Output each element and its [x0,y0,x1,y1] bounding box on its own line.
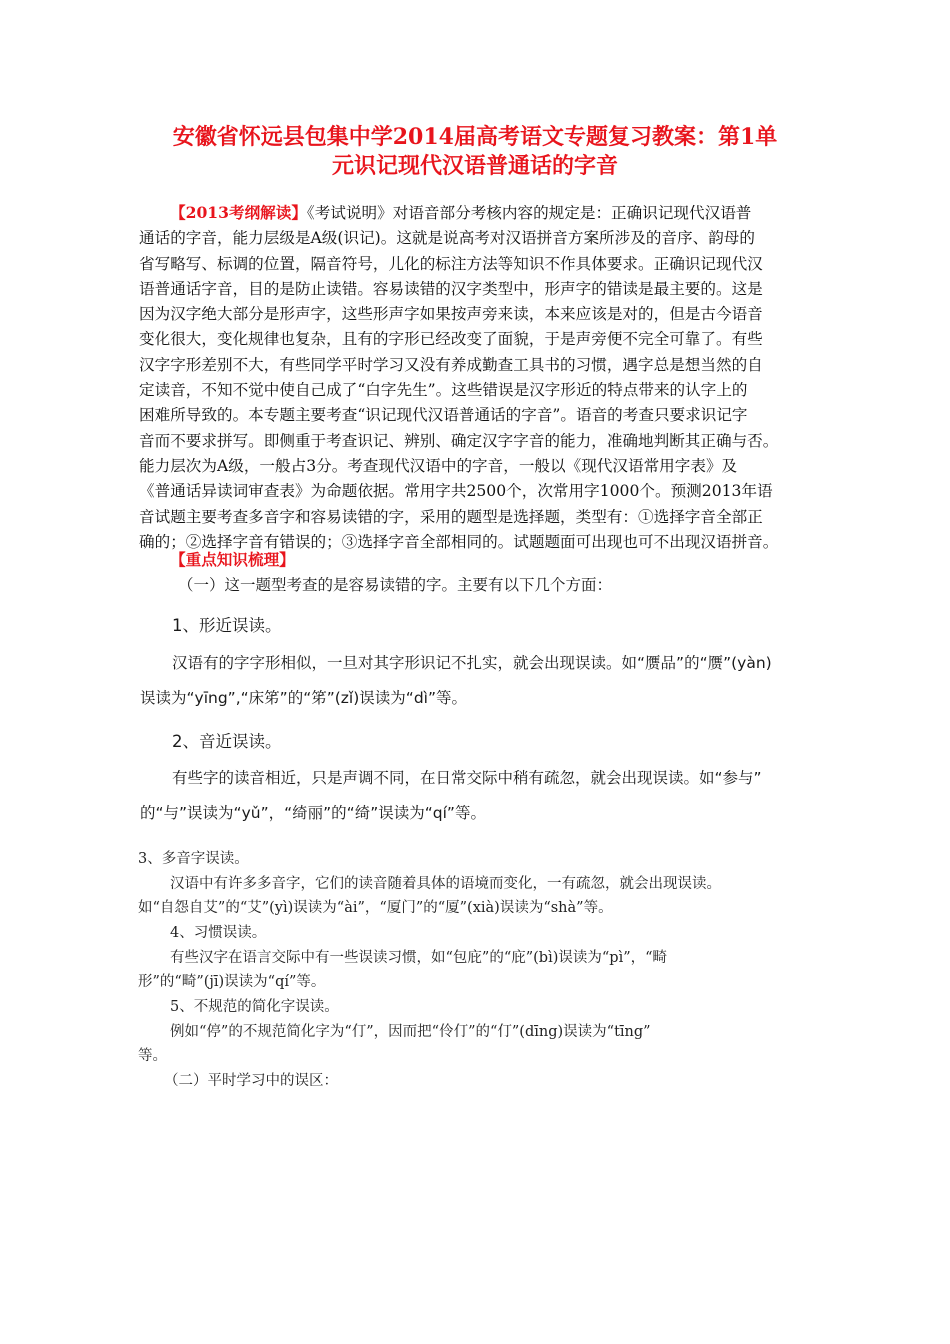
simplified-text-cont: 等。 [138,1048,167,1064]
habit-text-cont: 形”的“畸”(jī)误读为“qí”等。 [138,974,326,990]
sound-misreading-text-cont: 的“与”误读为“yǔ”，“绮丽”的“绮”误读为“qí”等。 [140,804,486,822]
intro-line: 确的；②选择字音有错误的；③选择字音全部相同的。试题题面可出现也可不出现汉语拼音。 [139,532,779,551]
section-two-heading: （二）平时学习中的误区： [164,1073,338,1089]
sound-misreading-text: 有些字的读音相近，只是声调不同，在日常交际中稍有疏忽，就会出现误读。如“参与” [172,769,762,787]
intro-line: 通话的字音，能力层级是A级(识记)。这就是说高考对汉语拼音方案所涉及的音序、韵母的 [139,229,755,248]
simplified-heading: 5、不规范的简化字误读。 [170,999,339,1015]
intro-paragraph [139,200,823,555]
intro-line: 定读音，不知不觉中使自己成了“白字先生”。这些错误是汉字形近的特点带来的认字上的 [139,381,748,400]
intro-line: 省写略写、标调的位置，隔音符号，儿化的标注方法等知识不作具体要求。正确识记现代汉 [139,254,763,273]
intro-line: 《普通话异读词审查表》为命题依据。常用字共2500个，次常用字1000个。预测2013年语 [139,482,773,501]
polyphone-heading: 3、多音字误读。 [138,851,249,867]
habit-heading: 4、习惯误读。 [170,925,267,941]
intro-line: 语普通话字音，目的是防止读错。容易读错的汉字类型中，形声字的错读是最主要的。这是 [139,279,763,298]
shape-misreading-text-cont: 误读为“yīng”,“床笫”的“笫”(zǐ)误读为“dì”等。 [140,689,467,707]
title-line-1: 安徽省怀远县包集中学2014届高考语文专题复习教案：第1单 [172,124,778,150]
key-knowledge-label: 【重点知识梳理】 [170,550,295,569]
shape-misreading-heading: 1、形近误读。 [172,616,282,635]
document-title [120,123,830,181]
title-line-2: 元识记现代汉语普通话的字音 [331,153,618,179]
section-one-heading: （一）这一题型考查的是容易读错的字。主要有以下几个方面： [178,576,613,594]
exam-outline-label: 【2013考纲解读】 [170,203,307,222]
intro-line: 音试题主要考查多音字和容易读错的字，采用的题型是选择题，类型有：①选择字音全部正 [139,507,763,526]
sound-misreading-heading: 2、音近误读。 [172,732,282,751]
intro-line: 能力层次为A级，一般占3分。考查现代汉语中的字音，一般以《现代汉语常用字表》及 [139,456,738,475]
intro-line: 音而不要求拼写。即侧重于考查识记、辨别、确定汉字字音的能力，准确地判断其正确与否。 [139,431,779,450]
shape-misreading-text: 汉语有的字字形相似，一旦对其字形识记不扎实，就会出现误读。如“赝品”的“赝”(yàn) [172,654,772,672]
polyphone-text: 汉语中有许多多音字，它们的读音随着具体的语境而变化，一有疏忽，就会出现误读。 [170,876,721,892]
intro-line: 困难所导致的。本专题主要考查“识记现代汉语普通话的字音”。语音的考查只要求识记字 [139,406,748,425]
intro-line: 汉字字形差别不大，有些同学平时学习又没有养成勤查工具书的习惯，遇字总是想当然的自 [139,355,763,374]
habit-text: 有些汉字在语言交际中有一些误读习惯，如“包庇”的“庇”(bì)误读为“pì”，“畸 [170,950,668,966]
intro-line: 《考试说明》对语音部分考核内容的规定是：正确识记现代汉语普 [306,204,752,222]
polyphone-text-cont: 如“自怨自艾”的“艾”(yì)误读为“ài”，“厦门”的“厦”(xià)误读为“shà”等。 [138,900,613,916]
intro-line: 变化很大，变化规律也复杂，且有的字形已经改变了面貌，于是声旁便不完全可靠了。有些 [139,330,763,349]
intro-line: 因为汉字绝大部分是形声字，这些形声字如果按声旁来读，本来应该是对的，但是古今语音 [139,305,763,324]
simplified-text: 例如“停”的不规范简化字为“仃”，因而把“伶仃”的“仃”(dīng)误读为“tīng” [170,1024,651,1040]
